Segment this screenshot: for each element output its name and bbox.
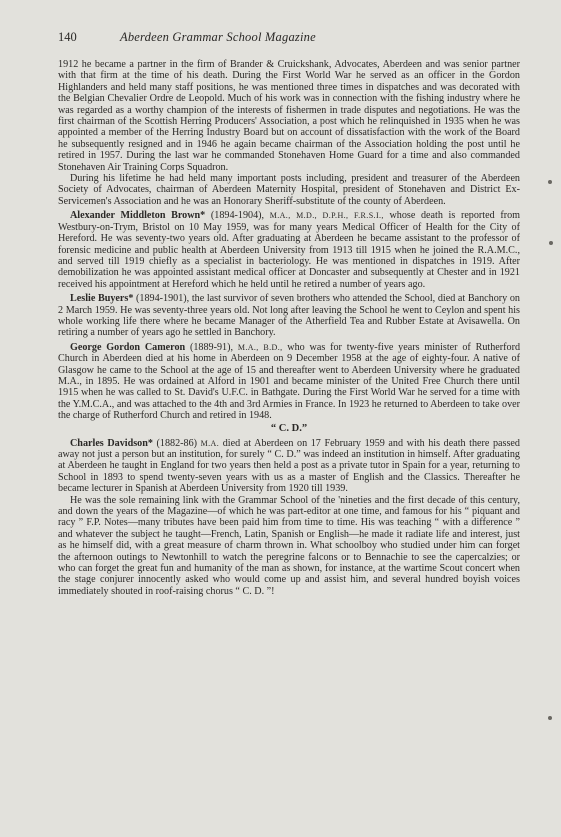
person-name: Leslie Buyers*	[70, 293, 134, 305]
paragraph: He was the sole remaining link with the Grammar School of the 'nineties and the first decade of this century, and down the years of the Magazine—of which he was part-editor at one time, and famous for his “ piquant and racy ” F.P. Notes—many tributes have been paid him from time to time. His was teaching “ with a difference ” and whatever the subject he taught—French, Latin, Spanish or English—he made it radiate life and interest, just as he himself did, with a great measure of charm thrown in. What schoolboy who studied under him can forget the afternoon outings to Newtonhill to watch the peregrine falcons or to Bennachie to see the capercalzies; or who can forget the great fun and humanity of the man as shown, for instance, at the wartime Scout concert when the stage conjurer innocently asked who would come up and assist him, and several hundred boyish voices immediately shouted in roof-raising chorus “ C. D. ”!	[58, 494, 520, 597]
person-dates: (1889-91),	[185, 341, 238, 353]
page-number: 140	[58, 30, 77, 44]
page-mark	[549, 241, 553, 245]
paragraph: During his lifetime he had held many important posts including, president and treasurer of the Aberdeen Society of Advocates, chairman of Aberdeen Maternity Hospital, president of Stonehaven and District Ex-Servicemen's Association and he was an Honorary Sheriff-substitute of the county of Aberdeen.	[58, 173, 520, 207]
person-name: Charles Davidson*	[70, 437, 153, 449]
person-degrees: M.A., M.D., D.P.H., F.R.S.I.,	[269, 211, 384, 221]
person-degrees: M.A., B.D.,	[237, 342, 283, 352]
page-header	[58, 30, 520, 52]
page-mark	[548, 716, 552, 720]
entry-text: who was for twenty-five years minister of Rutherford Church in Aberdeen died at his home in Aberdeen on 9 December 1958 at the age of eighty-four. A native of Glasgow he came to the School at the age of 15 and thereafter went to Aberdeen University where he graduated M.A., in 1895. He was ordained at Alford in 1901 and became minister of the United Free Church there until 1915 when he was called to St. David's U.F.C. in Bathgate. During the First World War he served for a time with the Y.M.C.A., and was attached to the 4th and 3rd Armies in France. In 1923 he returned to Aberdeen to take over the charge of Rutherford Church and retired in 1948.	[58, 341, 521, 422]
obituary-entry	[58, 293, 520, 339]
person-name: George Gordon Cameron	[70, 341, 186, 353]
section-heading: “ C. D.”	[270, 422, 308, 434]
person-degrees: M.A.	[200, 438, 220, 448]
obituary-entry	[58, 438, 520, 495]
paragraph: 1912 he became a partner in the firm of Brander & Cruickshank, Advocates, Aberdeen and was senior partner with that firm at the time of his death. During the First World War he served as an officer in the Gordon Highlanders and held many staff positions, he was mentioned three times in dispatches and was decorated with the Belgian Chevalier Ordre de Leopold. Much of his work was in connection with the fishing industry where he was regarded as a worthy champion of the interests of fishermen in trade disputes and negotiations. He was the first chairman of the Scottish Herring Producers' Association, a post which he relinquished in 1935 when he was appointed a member of the Herring Industry Board but on account of dissatisfaction with the work of the Board he subsequently resigned and in 1946 he again became chairman of the Association holding the post until he retired in 1957. During the last war he commanded Stonehaven Home Guard for a time and also commanded Stonehaven Air Training Corps Squadron.	[58, 59, 520, 173]
page	[58, 30, 520, 597]
entry-text: whose death is reported from Westbury-on-Trym, Bristol on 10 May 1959, was for many years Medical Officer of Health for the City of Hereford. He was seventy-two years old. After graduating at Aberdeen he became assistant to the professor of forensic medicine and public health at Aberdeen University from 1913 till 1915 when he joined the R.A.M.C., and served till 1919 chiefly as a specialist in bacteriology. He was mentioned in dispatches in 1919. After demobilization he was appointed assistant medical officer at Doncaster and subsequently at Chester and in 1921 received his appointment at Hereford which he held until he retired a number of years ago.	[58, 210, 521, 290]
entry-text: the last survivor of seven brothers who attended the School, died at Banchory on 2 March 1959. He was seventy-three years old. Not long after leaving the School he went to Ceylon and spent his whole working life there where he became Manager of the Atherfield Tea and Rubber Estate at Avisawella. On retiring a number of years ago he settled in Banchory.	[58, 293, 520, 339]
running-title: Aberdeen Grammar School Magazine	[120, 30, 316, 44]
person-dates: (1894-1901),	[133, 293, 192, 305]
obituary-entry	[58, 210, 520, 290]
page-mark	[548, 180, 552, 184]
person-dates: (1882-86)	[152, 437, 201, 449]
entry-text: died at Aberdeen on 17 February 1959 and with his death there passed away not just a person but an institution, for surely “ C. D.” was indeed an institution in himself. After graduating at Aberdeen he taught in England for two years then held a post as a private tutor in Spain for a year, returning to School in 1893 to spend twenty-seven years with us as a master of English and the Classics. Thereafter he became lecturer in Spanish at Aberdeen University from 1920 till 1939.	[58, 437, 520, 495]
obituary-entry	[58, 342, 520, 422]
person-dates: (1894-1904),	[205, 210, 270, 222]
person-name: Alexander Middleton Brown*	[70, 210, 206, 222]
